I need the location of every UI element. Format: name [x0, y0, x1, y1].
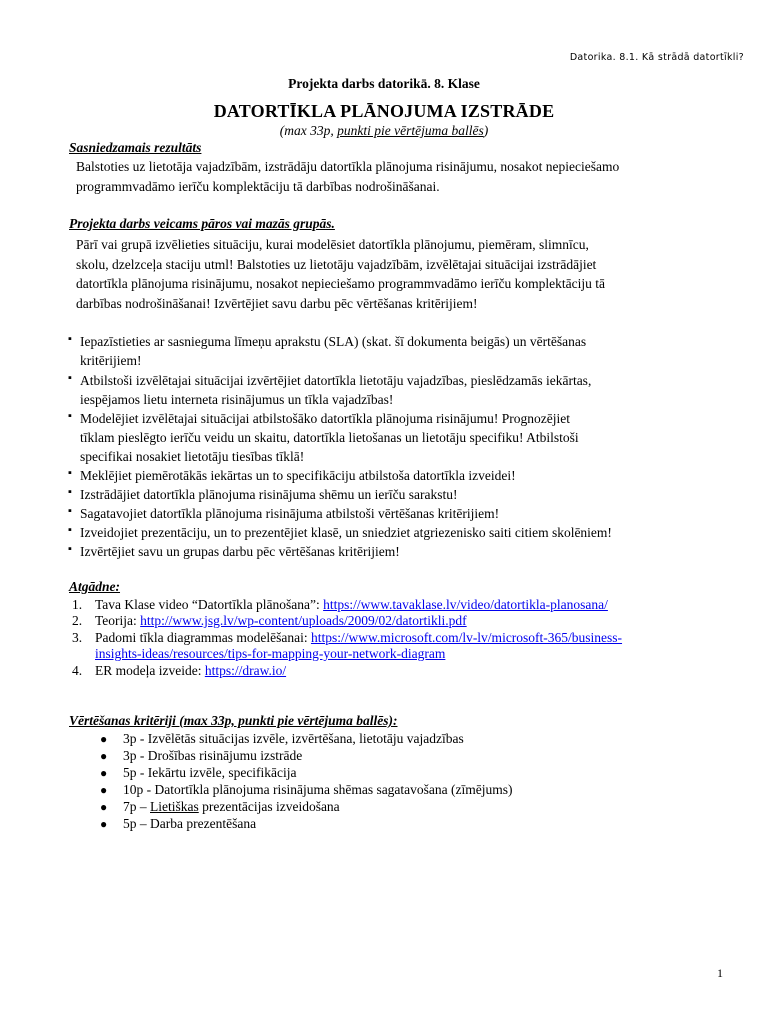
- reminder-text: ER modeļa izveide:: [95, 663, 205, 678]
- task-bullet: [68, 523, 728, 542]
- page-number: 1: [717, 966, 723, 980]
- criteria-text: 10p - Datortīkla plānojuma risinājuma shēmas sagatavošana (zīmējums): [123, 782, 513, 797]
- task-bullet: [68, 542, 728, 561]
- reminder-number: 4.: [72, 663, 83, 678]
- task-bullet-line: tīklam pieslēgto ierīču veidu un skaitu, datortīkla lietošanas un lietotāju specifiku! Atbilstoši: [80, 430, 579, 445]
- task-bullet: [68, 371, 728, 409]
- task-bullet-line: Meklējiet piemērotākās iekārtas un to specifikāciju atbilstoša datortīkla izveidei!: [80, 468, 516, 483]
- document-title: DATORTĪKLA PLĀNOJUMA IZSTRĀDE: [213, 101, 555, 121]
- reminder-link[interactable]: https://www.tavaklase.lv/video/datortikla-planosana/: [323, 597, 608, 612]
- reminder-item: [72, 613, 467, 629]
- bullet-dot-icon: ▪: [68, 505, 72, 517]
- bullet-dot-icon: ▪: [68, 333, 72, 345]
- title-note-underlined: punkti pie vērtējuma ballēs: [337, 123, 484, 138]
- reminder-number: 3.: [72, 630, 83, 645]
- criteria-item: [100, 781, 513, 799]
- task-bullet: [68, 504, 728, 523]
- result-paragraph: [76, 157, 726, 196]
- reminder-text: Padomi tīkla diagrammas modelēšanai:: [95, 630, 311, 645]
- criteria-text: 7p –: [123, 799, 150, 814]
- task-bullet: [68, 409, 728, 466]
- bullet-icon: ●: [100, 800, 108, 814]
- task-bullet: [68, 332, 728, 370]
- reminder-heading: Atgādne:: [69, 579, 121, 594]
- bullet-dot-icon: ▪: [68, 372, 72, 384]
- criteria-item: [100, 815, 256, 833]
- result-line: Balstoties uz lietotāja vajadzībām, izstrādāju datortīkla plānojuma risinājumu, nosakot nepieciešamo: [76, 159, 620, 174]
- criteria-text: 3p - Izvēlētās situācijas izvēle, izvērtēšana, lietotāju vajadzības: [123, 731, 464, 746]
- criteria-text: 5p - Iekārtu izvēle, specifikācija: [123, 765, 297, 780]
- criteria-item: [100, 747, 302, 765]
- bullet-dot-icon: ▪: [68, 467, 72, 479]
- group-work-line: darbības nodrošināšanai! Izvērtējiet savu darbu pēc vērtēšanas kritērijiem!: [76, 295, 478, 311]
- task-bullet-line: Izveidojiet prezentāciju, un to prezentējiet klasē, un sniedziet atgriezenisko saiti citiem skolēniem!: [80, 525, 612, 540]
- reminder-item: [72, 630, 622, 662]
- group-work-line: datortīkla plānojuma risinājumu, nosakot nepieciešamo programmvadāmo ierīču komplektāciju tā: [76, 276, 605, 291]
- bullet-dot-icon: ▪: [68, 543, 72, 555]
- title-note-prefix: (max 33p,: [279, 123, 338, 138]
- reminder-item: [72, 663, 286, 679]
- reminder-text: Tava Klase video “Datortīkla plānošana”:: [95, 597, 324, 612]
- document-subtitle: Projekta darbs datorikā. 8. Klase: [288, 76, 480, 91]
- criteria-item: [100, 764, 297, 782]
- result-heading: Sasniedzamais rezultāts: [69, 140, 202, 155]
- task-bullet-line: Izstrādājiet datortīkla plānojuma risinājuma shēmu un ierīču sarakstu!: [80, 487, 458, 502]
- group-work-paragraph: [76, 235, 726, 313]
- task-bullet-line: specifikai nosakiet lietotāju tiesības tīklā!: [80, 449, 305, 464]
- bullet-dot-icon: ▪: [68, 410, 72, 422]
- reminder-link-continued[interactable]: insights-ideas/resources/tips-for-mapping-your-network-diagram: [95, 646, 446, 661]
- reminder-link[interactable]: https://www.microsoft.com/lv-lv/microsoft-365/business-: [310, 630, 623, 645]
- group-work-heading: Projekta darbs veicams pāros vai mazās grupās.: [69, 216, 335, 231]
- task-bullet-line: Izvērtējiet savu un grupas darbu pēc vērtēšanas kritērijiem!: [80, 544, 400, 559]
- title-note-suffix: ): [483, 123, 489, 138]
- task-bullet-line: Iepazīstieties ar sasnieguma līmeņu aprakstu (SLA) (skat. šī dokumenta beigās) un vērtēšanas: [80, 334, 587, 349]
- group-work-line: skolu, dzelzceļa staciju utml! Balstoties uz lietotāju vajadzībām, izvēlētajai situācijai izstrādājiet: [76, 256, 597, 272]
- criteria-heading: Vērtēšanas kritēriji (max 33p, punkti pie vērtējuma ballēs):: [69, 713, 398, 728]
- criteria-item: [100, 730, 464, 748]
- bullet-icon: ●: [100, 766, 108, 780]
- task-bullet-line: Sagatavojiet datortīkla plānojuma risinājuma atbilstoši vērtēšanas kritērijiem!: [80, 506, 500, 521]
- reminder-link[interactable]: https://draw.io/: [204, 663, 287, 678]
- criteria-underlined: Lietiškas: [150, 799, 199, 814]
- reminder-link[interactable]: http://www.jsg.lv/wp-content/uploads/2009/02/datortikli.pdf: [140, 613, 467, 628]
- group-work-line: Pārī vai grupā izvēlieties situāciju, kurai modelēsiet datortīkla plānojumu, piemēram, slimnīcu,: [76, 237, 589, 252]
- task-bullet: [68, 466, 728, 485]
- bullet-icon: ●: [100, 732, 108, 746]
- title-note: [0, 123, 768, 139]
- result-line: programmvadāmo ierīču komplektāciju tā darbības nodrošināšanai.: [76, 178, 440, 194]
- task-bullet: [68, 485, 728, 504]
- reminder-item: [72, 597, 608, 613]
- bullet-icon: ●: [100, 817, 108, 831]
- bullet-dot-icon: ▪: [68, 524, 72, 536]
- task-bullet-line: Atbilstoši izvēlētajai situācijai izvērtējiet datortīkla lietotāju vajadzības, pieslēdzamās iekārtas,: [80, 373, 592, 388]
- task-bullet-line: iespējamos lietu interneta risinājumus un tīkla vajadzības!: [80, 392, 394, 407]
- reminder-number: 1.: [72, 597, 83, 612]
- bullet-icon: ●: [100, 783, 108, 797]
- bullet-dot-icon: ▪: [68, 486, 72, 498]
- criteria-text: 5p – Darba prezentēšana: [123, 816, 257, 831]
- header-note: Datorika. 8.1. Kā strādā datortīkli?: [569, 52, 744, 63]
- criteria-text: 3p - Drošības risinājumu izstrāde: [123, 748, 303, 763]
- reminder-text: Teorija:: [95, 613, 141, 628]
- reminder-number: 2.: [72, 613, 83, 628]
- criteria-item: [100, 798, 340, 816]
- criteria-text-end: prezentācijas izveidošana: [198, 799, 340, 814]
- task-bullet-line: kritērijiem!: [80, 353, 142, 368]
- task-bullet-line: Modelējiet izvēlētajai situācijai atbilstošāko datortīkla plānojuma risinājumu! Prognozējiet: [80, 411, 570, 426]
- bullet-icon: ●: [100, 749, 108, 763]
